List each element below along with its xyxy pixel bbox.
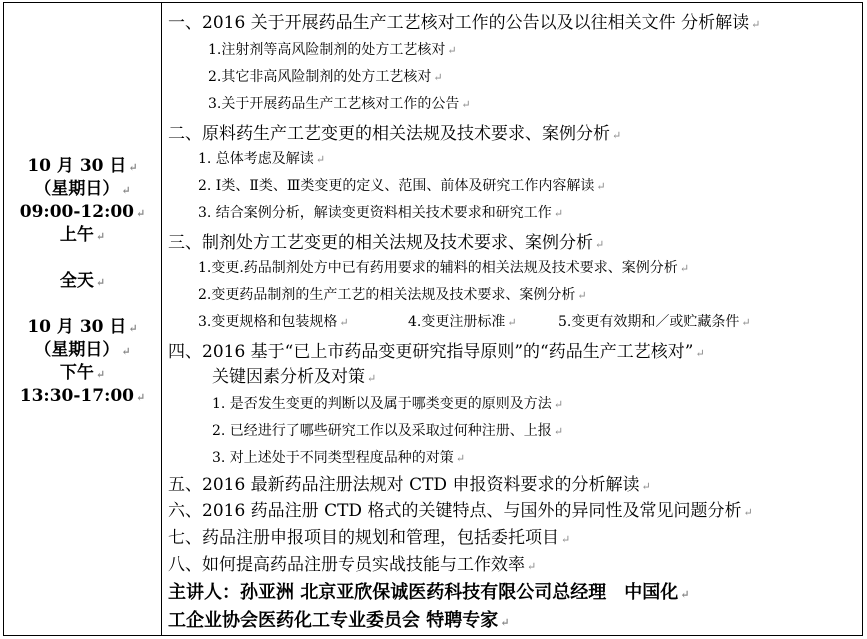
spacer — [4, 293, 161, 316]
paragraph-mark-icon: ↵ — [95, 368, 106, 381]
paragraph-mark-icon: ↵ — [500, 616, 510, 629]
section-heading: 一、2016 关于开展药品生产工艺核对工作的公告以及以往相关文件 分析解读 ↵ — [168, 13, 761, 33]
section-heading: 四、2016 基于“已上市药品变更研究指导原则”的“药品生产工艺核对” ↵ — [168, 342, 705, 362]
paragraph-mark-icon: ↵ — [461, 98, 471, 111]
list-item: 2. 已经进行了哪些研究工作以及采取过何种注册、上报 ↵ — [212, 423, 564, 439]
paragraph-mark-icon: ↵ — [751, 18, 761, 31]
list-item: 1.变更.药品制剂处方中已有药用要求的辅料的相关法规及技术要求、案例分析 ↵ — [198, 260, 690, 276]
speaker-line: 主讲人：孙亚洲 北京亚欣保诚医药科技有限公司总经理 中国化 ↵ — [168, 582, 690, 603]
section-heading: 六、2016 药品注册 CTD 格式的关键特点、与国外的异同性及常见问题分析 ↵ — [168, 501, 753, 521]
paragraph-mark-icon: ↵ — [433, 71, 443, 84]
list-item: 3.关于开展药品生产工艺核对工作的公告 ↵ — [208, 96, 471, 112]
list-item: 3. 对上述处于不同类型程度品种的对策 ↵ — [212, 450, 466, 466]
paragraph-mark-icon: ↵ — [121, 345, 131, 358]
speaker-line: 工企业协会医药化工专业委员会 特聘专家 ↵ — [168, 610, 510, 631]
paragraph-mark-icon: ↵ — [128, 322, 138, 335]
paragraph-mark-icon: ↵ — [507, 316, 517, 329]
paragraph-mark-icon: ↵ — [680, 588, 690, 601]
afternoon-date: 10 月 30 日 ↵ — [27, 317, 138, 337]
paragraph-mark-icon: ↵ — [128, 161, 138, 174]
paragraph-mark-icon: ↵ — [367, 372, 377, 385]
list-item: 2.其它非高风险制剂的处方工艺核对 ↵ — [208, 69, 443, 85]
paragraph-mark-icon: ↵ — [95, 230, 106, 243]
paragraph-mark-icon: ↵ — [596, 180, 606, 193]
paragraph-mark-icon: ↵ — [561, 533, 571, 546]
paragraph-mark-icon: ↵ — [577, 289, 587, 302]
column-divider — [161, 3, 162, 635]
paragraph-mark-icon: ↵ — [595, 238, 605, 251]
section-heading-continued: 关键因素分析及对策 ↵ — [212, 367, 377, 387]
morning-label: 上午 ↵ — [59, 225, 106, 245]
paragraph-mark-icon: ↵ — [136, 391, 146, 404]
paragraph-mark-icon: ↵ — [95, 276, 106, 289]
list-item: 3.变更规格和包装规格 ↵ — [198, 314, 349, 330]
paragraph-mark-icon: ↵ — [741, 316, 751, 329]
list-item: 5.变更有效期和／或贮藏条件 ↵ — [558, 314, 751, 330]
section-heading: 二、原料药生产工艺变更的相关法规及技术要求、案例分析 ↵ — [168, 124, 622, 144]
morning-weekday: （星期日） ↵ — [34, 179, 131, 199]
full-day-label: 全天 ↵ — [59, 271, 106, 291]
morning-time: 09:00-12:00 ↵ — [19, 202, 146, 222]
list-item: 3. 结合案例分析，解读变更资料相关技术要求和研究工作 ↵ — [198, 205, 564, 221]
list-item: 1. 总体考虑及解读 ↵ — [198, 151, 326, 167]
paragraph-mark-icon: ↵ — [695, 347, 705, 360]
list-item: 1.注射剂等高风险制剂的处方工艺核对 ↵ — [208, 42, 457, 58]
morning-date: 10 月 30 日 ↵ — [27, 156, 138, 176]
list-item: 1. 是否发生变更的判断以及属于哪类变更的原则及方法 ↵ — [212, 396, 564, 412]
afternoon-time: 13:30-17:00 ↵ — [19, 386, 146, 406]
paragraph-mark-icon: ↵ — [612, 129, 622, 142]
time-column — [4, 155, 161, 408]
list-item: 2. Ⅰ类、Ⅱ类、Ⅲ类变更的定义、范围、前体及研究工作内容解读 ↵ — [198, 178, 606, 194]
list-item: 2.变更药品制剂的生产工艺的相关法规及技术要求、案例分析 ↵ — [198, 287, 587, 303]
section-heading: 八、如何提高药品注册专员实战技能与工作效率 ↵ — [168, 555, 537, 575]
paragraph-mark-icon: ↵ — [315, 153, 326, 166]
paragraph-mark-icon: ↵ — [553, 207, 564, 220]
paragraph-mark-icon: ↵ — [679, 262, 690, 275]
section-heading: 三、制剂处方工艺变更的相关法规及技术要求、案例分析 ↵ — [168, 233, 605, 253]
paragraph-mark-icon: ↵ — [641, 480, 651, 493]
schedule-table — [3, 2, 863, 636]
afternoon-weekday: （星期日） ↵ — [34, 340, 131, 360]
paragraph-mark-icon: ↵ — [743, 506, 753, 519]
paragraph-mark-icon: ↵ — [121, 184, 131, 197]
section-heading: 五、2016 最新药品注册法规对 CTD 申报资料要求的分析解读 ↵ — [168, 475, 651, 495]
paragraph-mark-icon: ↵ — [455, 452, 466, 465]
paragraph-mark-icon: ↵ — [136, 207, 146, 220]
paragraph-mark-icon: ↵ — [553, 398, 564, 411]
paragraph-mark-icon: ↵ — [527, 560, 537, 573]
paragraph-mark-icon: ↵ — [553, 425, 564, 438]
list-item: 4.变更注册标准 ↵ — [408, 314, 517, 330]
section-heading: 七、药品注册申报项目的规划和管理，包括委托项目 ↵ — [168, 528, 571, 548]
afternoon-label: 下午 ↵ — [59, 363, 106, 383]
paragraph-mark-icon: ↵ — [339, 316, 349, 329]
spacer — [4, 247, 161, 270]
paragraph-mark-icon: ↵ — [447, 44, 457, 57]
